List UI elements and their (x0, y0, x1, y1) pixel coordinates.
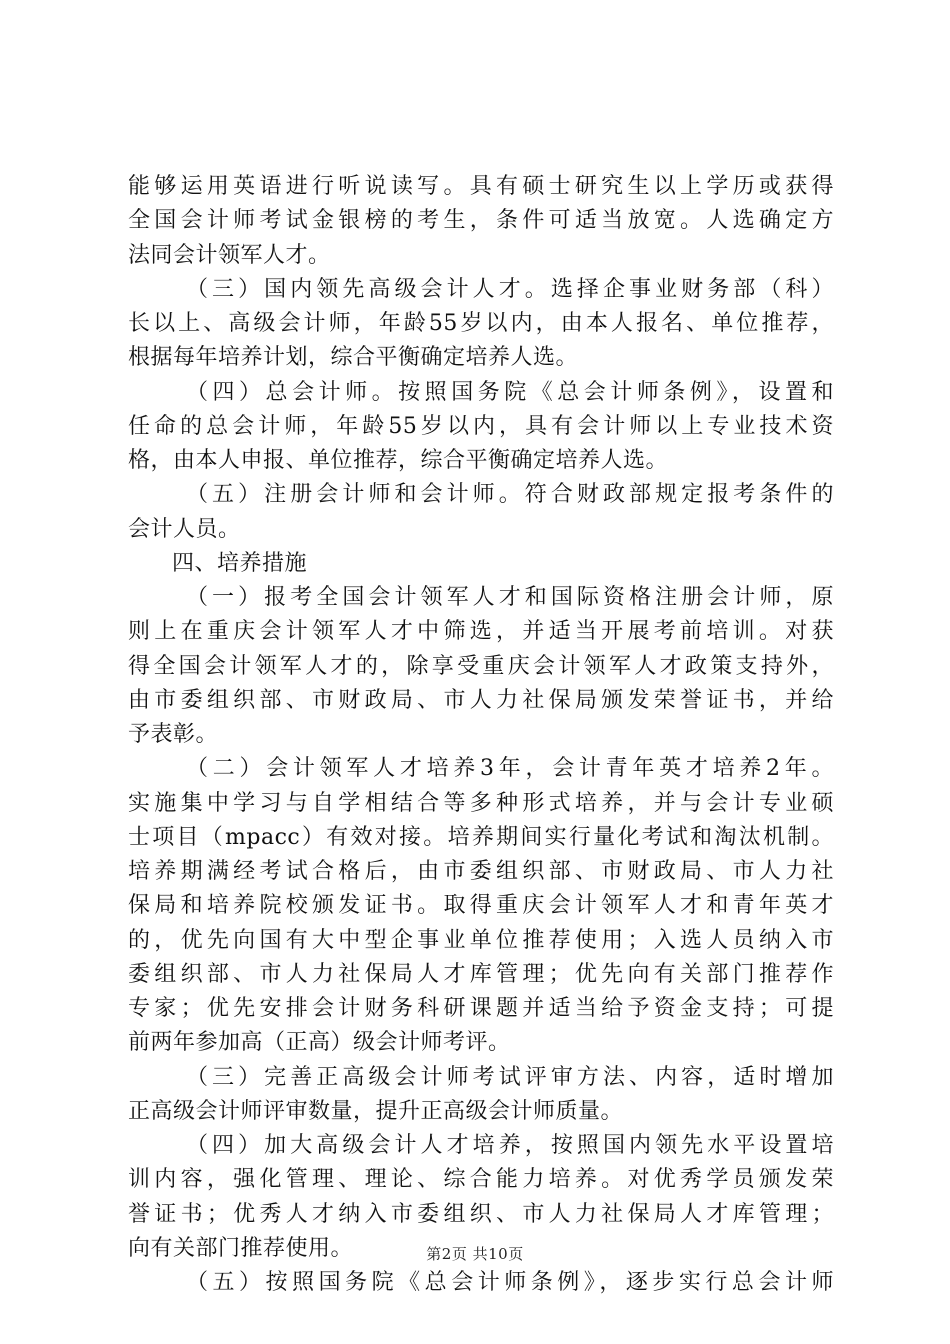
text-line: 誉证书；优秀人才纳入市委组织、市人力社保局人才库管理； (128, 1201, 834, 1227)
text-line: 前两年参加高（正高）级会计师考评。 (128, 1030, 511, 1056)
text-line: 由市委组织部、市财政局、市人力社保局颁发荣誉证书，并给 (128, 687, 834, 713)
text-line: （三）国内领先高级会计人才。选择企事业财务部（科） (186, 276, 834, 302)
text-line: 任命的总会计师，年龄55岁以内，具有会计师以上专业技术资 (128, 413, 834, 439)
text-line: （五）按照国务院《总会计师条例》，逐步实行总会计师 (186, 1270, 834, 1295)
text-line: 实施集中学习与自学相结合等多种形式培养，并与会计专业硕 (128, 790, 834, 816)
text-line: 则上在重庆会计领军人才中筛选，并适当开展考前培训。对获 (128, 619, 834, 645)
text-line: 法同会计领军人才。 (128, 242, 331, 268)
text-line: 正高级会计师评审数量，提升正高级会计师质量。 (128, 1098, 624, 1124)
text-line: （二）会计领军人才培养3年，会计青年英才培养2年。 (186, 756, 834, 782)
text-line: 全国会计师考试金银榜的考生，条件可适当放宽。人选确定方 (128, 208, 834, 234)
text-line: 长以上、高级会计师，年龄55岁以内，由本人报名、单位推荐， (128, 311, 834, 336)
text-line: 得全国会计领军人才的，除享受重庆会计领军人才政策支持外， (128, 653, 834, 679)
text-line: 训内容，强化管理、理论、综合能力培养。对优秀学员颁发荣 (128, 1167, 834, 1193)
text-line: 予表彰。 (128, 722, 219, 747)
text-line: 专家；优先安排会计财务科研课题并适当给予资金支持；可提 (128, 996, 834, 1021)
text-line: 保局和培养院校颁发证书。取得重庆会计领军人才和青年英才 (128, 893, 834, 919)
text-line: （五）注册会计师和会计师。符合财政部规定报考条件的 (186, 482, 834, 508)
text-line: （四）加大高级会计人才培养，按照国内领先水平设置培 (186, 1133, 834, 1158)
text-line: 会计人员。 (128, 516, 241, 542)
text-line: （四）总会计师。按照国务院《总会计师条例》，设置和 (186, 379, 834, 405)
text-line: 格，由本人申报、单位推荐，综合平衡确定培养人选。 (128, 448, 669, 473)
text-line: 根据每年培养计划，综合平衡确定培养人选。 (128, 345, 579, 371)
page-number-footer: 第2页 共10页 (426, 1245, 524, 1263)
text-line: 委组织部、市人力社保局人才库管理；优先向有关部门推荐作 (128, 961, 834, 987)
text-line: 的，优先向国有大中型企事业单位推荐使用；入选人员纳入市 (128, 927, 834, 953)
document-body (128, 170, 834, 1300)
text-line: （一）报考全国会计领军人才和国际资格注册会计师，原 (186, 585, 834, 610)
section-heading: 四、培养措施 (172, 550, 308, 576)
text-line: 能够运用英语进行听说读写。具有硕士研究生以上学历或获得 (128, 174, 834, 199)
text-line: 培养期满经考试合格后，由市委组织部、市财政局、市人力社 (128, 859, 834, 884)
text-line: 向有关部门推荐使用。 (128, 1235, 354, 1261)
text-line: 士项目（mpacc）有效对接。培养期间实行量化考试和淘汰机制。 (128, 824, 834, 850)
text-line: （三）完善正高级会计师考试评审方法、内容，适时增加 (186, 1064, 834, 1090)
